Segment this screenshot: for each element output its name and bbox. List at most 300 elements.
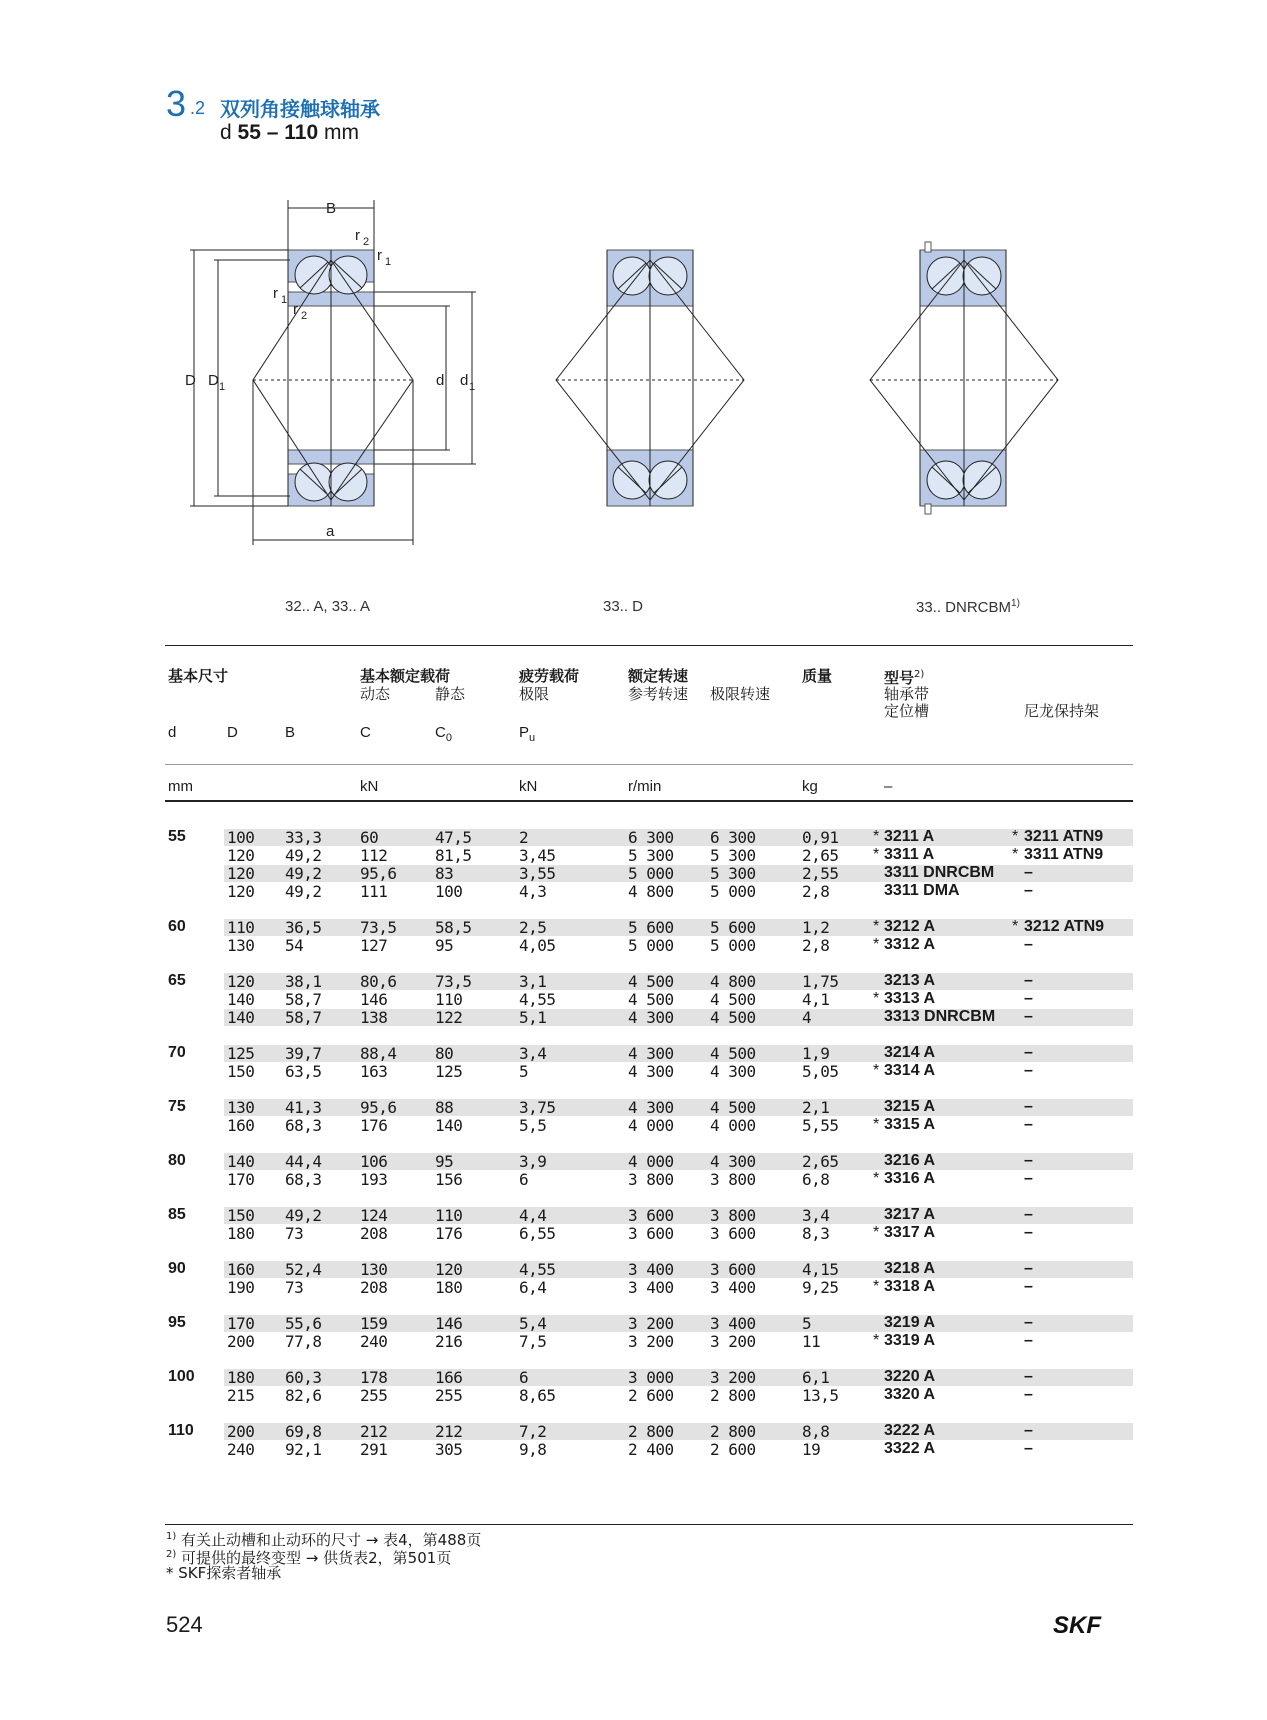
unit-load: kN xyxy=(360,778,379,795)
cell-nyl: – xyxy=(1024,1368,1033,1385)
cell-c0: 305 xyxy=(435,1440,463,1459)
footnote-2: $^{2)}$ 可提供的最终变型 → 供货表2，第501页 xyxy=(166,1549,452,1567)
cell-c0: 156 xyxy=(435,1170,463,1189)
cell-nyl: 3311 ATN9 xyxy=(1024,846,1104,863)
table-row xyxy=(0,1332,1267,1350)
cell-des: 3216 A xyxy=(884,1152,935,1169)
cell-c: 176 xyxy=(360,1116,388,1135)
cell-ref: 6 300 xyxy=(628,828,674,847)
cell-des: 3220 A xyxy=(884,1368,935,1385)
section-subnumber: .2 xyxy=(190,98,206,118)
cell-des: 3211 A xyxy=(884,828,935,845)
cell-star: * xyxy=(873,990,879,1007)
cell-star: * xyxy=(873,1278,879,1295)
cell-des: 3219 A xyxy=(884,1314,935,1331)
table-row xyxy=(0,1152,1267,1170)
cell-lim: 3 600 xyxy=(710,1224,756,1243)
cell-star: * xyxy=(873,1062,879,1079)
bore-range xyxy=(220,121,359,145)
cell-pu: 7,5 xyxy=(519,1332,547,1351)
cell-m: 6,8 xyxy=(802,1170,830,1189)
cell-c0: 110 xyxy=(435,1206,463,1225)
dim-label-d1: d xyxy=(460,372,469,389)
cell-d: 140 xyxy=(227,990,255,1009)
cell-m: 6,1 xyxy=(802,1368,830,1387)
cell-d: 215 xyxy=(227,1386,255,1405)
cell-des: 3316 A xyxy=(884,1170,935,1187)
cell-d: 125 xyxy=(227,1044,255,1063)
cell-des: 3318 A xyxy=(884,1278,935,1295)
cell-des: 3312 A xyxy=(884,936,935,953)
caption-33D: 33.. D xyxy=(603,598,644,615)
cell-des: 3315 A xyxy=(884,1116,935,1133)
cell-b: 49,2 xyxy=(285,1206,322,1225)
table-top-rule xyxy=(165,645,1133,646)
table-row xyxy=(0,1008,1267,1026)
table-header-rule xyxy=(165,800,1133,802)
cell-nyl: – xyxy=(1024,1062,1033,1079)
table-row xyxy=(0,1368,1267,1386)
cell-c0: 88 xyxy=(435,1098,454,1117)
cell-nyl: – xyxy=(1024,1260,1033,1277)
hdr-speed-ratings: 额定转速 xyxy=(628,667,689,685)
cell-c: 212 xyxy=(360,1422,388,1441)
cell-c0: 110 xyxy=(435,990,463,1009)
cell-m: 2,65 xyxy=(802,1152,839,1171)
cell-c: 111 xyxy=(360,882,388,901)
cell-d: 65 xyxy=(168,972,186,989)
cell-c0: 125 xyxy=(435,1062,463,1081)
hdr-limit-speed: 极限转速 xyxy=(710,685,771,703)
cell-b: 52,4 xyxy=(285,1260,322,1279)
cell-des: 3212 A xyxy=(884,918,935,935)
cell-m: 1,9 xyxy=(802,1044,830,1063)
cell-c0: 81,5 xyxy=(435,846,472,865)
cell-ref: 4 300 xyxy=(628,1098,674,1117)
hdr-basic-dims: 基本尺寸 xyxy=(168,667,229,685)
cell-lim: 3 400 xyxy=(710,1314,756,1333)
cell-lim: 4 000 xyxy=(710,1116,756,1135)
cell-d: 160 xyxy=(227,1116,255,1135)
cell-star2: * xyxy=(1012,846,1018,863)
dim-label-r2-top: r xyxy=(355,227,360,244)
cell-c: 88,4 xyxy=(360,1044,397,1063)
cell-lim: 4 500 xyxy=(710,990,756,1009)
cell-nyl: – xyxy=(1024,1422,1033,1439)
table-row xyxy=(0,882,1267,900)
cell-d: 130 xyxy=(227,936,255,955)
cell-ref: 2 600 xyxy=(628,1386,674,1405)
cell-lim: 6 300 xyxy=(710,828,756,847)
cell-des: 3217 A xyxy=(884,1206,935,1223)
cell-lim: 4 300 xyxy=(710,1152,756,1171)
cell-ref: 3 200 xyxy=(628,1332,674,1351)
cell-des: 3317 A xyxy=(884,1224,935,1241)
cell-star: * xyxy=(873,846,879,863)
cell-b: 73 xyxy=(285,1224,304,1243)
cell-ref: 4 300 xyxy=(628,1008,674,1027)
dim-label-d: d xyxy=(436,372,445,389)
cell-d: 85 xyxy=(168,1206,186,1223)
cell-m: 2,55 xyxy=(802,864,839,883)
dim-label-r2-left: r xyxy=(293,301,298,318)
cell-nyl: – xyxy=(1024,1206,1033,1223)
cell-b: 92,1 xyxy=(285,1440,322,1459)
dim-label-r1-top: r xyxy=(377,247,382,264)
cell-d: 55 xyxy=(168,828,186,845)
cell-d: 120 xyxy=(227,882,255,901)
unit-designation: – xyxy=(884,778,893,795)
cell-ref: 3 200 xyxy=(628,1314,674,1333)
cell-ref: 3 800 xyxy=(628,1170,674,1189)
cell-nyl: 3211 ATN9 xyxy=(1024,828,1104,845)
cell-pu: 6 xyxy=(519,1368,529,1387)
cell-c0: 216 xyxy=(435,1332,463,1351)
cell-des: 3319 A xyxy=(884,1332,935,1349)
cell-d: 200 xyxy=(227,1332,255,1351)
cell-m: 8,8 xyxy=(802,1422,830,1441)
cell-lim: 3 200 xyxy=(710,1368,756,1387)
section-number: 3 xyxy=(166,83,187,124)
cell-pu: 2,5 xyxy=(519,918,547,937)
cell-m: 5,05 xyxy=(802,1062,839,1081)
table-row xyxy=(0,1260,1267,1278)
hdr-dynamic: 动态 xyxy=(360,685,391,703)
cell-d: 180 xyxy=(227,1224,255,1243)
dim-sub-1-top: 1 xyxy=(385,256,392,268)
cell-d: 100 xyxy=(227,828,255,847)
cell-lim: 5 300 xyxy=(710,864,756,883)
cell-m: 1,2 xyxy=(802,918,830,937)
cell-b: 49,2 xyxy=(285,864,322,883)
cell-nyl: – xyxy=(1024,1152,1033,1169)
unit-speed: r/min xyxy=(628,778,662,795)
cell-pu: 3,75 xyxy=(519,1098,556,1117)
cell-m: 4,1 xyxy=(802,990,830,1009)
cell-pu: 3,4 xyxy=(519,1044,547,1063)
cell-ref: 5 000 xyxy=(628,864,674,883)
cell-des: 3218 A xyxy=(884,1260,935,1277)
cell-des: 3311 A xyxy=(884,846,935,863)
hdr-snap-ring-2: 定位槽 xyxy=(884,702,930,720)
cell-pu: 6,4 xyxy=(519,1278,547,1297)
cell-b: 73 xyxy=(285,1278,304,1297)
table-row xyxy=(0,1044,1267,1062)
cell-pu: 3,1 xyxy=(519,972,547,991)
cell-c: 208 xyxy=(360,1278,388,1297)
cell-d: 120 xyxy=(227,972,255,991)
cell-des: 3215 A xyxy=(884,1098,935,1115)
cell-d: 180 xyxy=(227,1368,255,1387)
cell-m: 4,15 xyxy=(802,1260,839,1279)
cell-d: 70 xyxy=(168,1044,186,1061)
cell-c: 127 xyxy=(360,936,388,955)
cell-star: * xyxy=(873,1224,879,1241)
cell-c0: 140 xyxy=(435,1116,463,1135)
cell-d: 160 xyxy=(227,1260,255,1279)
cell-ref: 5 300 xyxy=(628,846,674,865)
cell-c0: 166 xyxy=(435,1368,463,1387)
cell-m: 2,1 xyxy=(802,1098,830,1117)
table-row xyxy=(0,1278,1267,1296)
cell-d: 150 xyxy=(227,1206,255,1225)
cell-pu: 5,5 xyxy=(519,1116,547,1135)
cell-pu: 5,1 xyxy=(519,1008,547,1027)
table-row xyxy=(0,918,1267,936)
cell-ref: 4 300 xyxy=(628,1044,674,1063)
cell-ref: 5 600 xyxy=(628,918,674,937)
cell-d: 75 xyxy=(168,1098,186,1115)
cell-nyl: – xyxy=(1024,1440,1033,1457)
dim-label-D1: D xyxy=(208,372,219,389)
cell-c0: 58,5 xyxy=(435,918,472,937)
cell-nyl: – xyxy=(1024,1278,1033,1295)
cell-c: 255 xyxy=(360,1386,388,1405)
table-row xyxy=(0,1224,1267,1242)
dim-sub-2-left: 2 xyxy=(301,310,308,322)
table-row xyxy=(0,972,1267,990)
cell-c: 159 xyxy=(360,1314,388,1333)
cell-nyl: – xyxy=(1024,1170,1033,1187)
cell-star: * xyxy=(873,828,879,845)
hdr-mass: 质量 xyxy=(802,667,833,685)
cell-m: 13,5 xyxy=(802,1386,839,1405)
cell-m: 2,8 xyxy=(802,936,830,955)
cell-d: 170 xyxy=(227,1170,255,1189)
cell-pu: 4,55 xyxy=(519,1260,556,1279)
unit-mass: kg xyxy=(802,778,818,795)
cell-lim: 4 500 xyxy=(710,1044,756,1063)
cell-star: * xyxy=(873,1116,879,1133)
cell-c0: 120 xyxy=(435,1260,463,1279)
cell-lim: 2 800 xyxy=(710,1422,756,1441)
cell-c: 124 xyxy=(360,1206,388,1225)
cell-c: 95,6 xyxy=(360,864,397,883)
cell-des: 3214 A xyxy=(884,1044,935,1061)
cell-ref: 3 400 xyxy=(628,1260,674,1279)
cell-c0: 146 xyxy=(435,1314,463,1333)
cell-d: 95 xyxy=(168,1314,186,1331)
cell-pu: 3,55 xyxy=(519,864,556,883)
sym-d: d xyxy=(168,724,177,741)
cell-des: 3313 DNRCBM xyxy=(884,1008,996,1025)
cell-d: 120 xyxy=(227,846,255,865)
range-prefix: d xyxy=(220,121,232,144)
cell-c0: 95 xyxy=(435,1152,454,1171)
cell-lim: 4 300 xyxy=(710,1062,756,1081)
cell-lim: 5 000 xyxy=(710,936,756,955)
cell-b: 68,3 xyxy=(285,1170,322,1189)
table-bottom-rule xyxy=(165,1524,1133,1525)
cell-c0: 95 xyxy=(435,936,454,955)
cell-b: 36,5 xyxy=(285,918,322,937)
cell-c0: 83 xyxy=(435,864,454,883)
cell-d: 110 xyxy=(168,1422,194,1439)
cell-lim: 2 800 xyxy=(710,1386,756,1405)
cell-d: 190 xyxy=(227,1278,255,1297)
cell-b: 68,3 xyxy=(285,1116,322,1135)
cell-c: 73,5 xyxy=(360,918,397,937)
cell-c0: 47,5 xyxy=(435,828,472,847)
cell-lim: 3 200 xyxy=(710,1332,756,1351)
cell-c: 138 xyxy=(360,1008,388,1027)
hdr-load-ratings: 基本额定载荷 xyxy=(360,667,451,685)
cell-m: 4 xyxy=(802,1008,812,1027)
cell-c: 291 xyxy=(360,1440,388,1459)
cell-m: 9,25 xyxy=(802,1278,839,1297)
bearing-drawings xyxy=(0,190,1267,550)
cell-b: 33,3 xyxy=(285,828,322,847)
caption-33DNRCBM: 33.. DNRCBM$^{1)}$ xyxy=(916,598,1020,616)
dim-sub-D1: 1 xyxy=(219,381,226,393)
svg-text:SKF: SKF xyxy=(1053,1613,1101,1637)
cell-b: 41,3 xyxy=(285,1098,322,1117)
table-row xyxy=(0,1116,1267,1134)
cell-b: 38,1 xyxy=(285,972,322,991)
cell-c0: 80 xyxy=(435,1044,454,1063)
cell-nyl: – xyxy=(1024,882,1033,899)
cell-c0: 255 xyxy=(435,1386,463,1405)
table-row xyxy=(0,1206,1267,1224)
hdr-nylon-cage: 尼龙保持架 xyxy=(1024,702,1100,720)
table-row xyxy=(0,1440,1267,1458)
cell-m: 3,4 xyxy=(802,1206,830,1225)
range-value: 55 – 110 xyxy=(237,121,319,144)
cell-b: 58,7 xyxy=(285,1008,322,1027)
cell-b: 77,8 xyxy=(285,1332,322,1351)
table-row xyxy=(0,828,1267,846)
cell-lim: 3 800 xyxy=(710,1206,756,1225)
cell-m: 19 xyxy=(802,1440,821,1459)
cell-lim: 3 600 xyxy=(710,1260,756,1279)
cell-c: 95,6 xyxy=(360,1098,397,1117)
cell-c: 60 xyxy=(360,828,379,847)
units-rule xyxy=(165,764,1133,765)
cell-nyl: – xyxy=(1024,1116,1033,1133)
dim-sub-2-top: 2 xyxy=(363,236,370,248)
sym-C0: $C_0$ xyxy=(435,724,452,744)
cell-d: 140 xyxy=(227,1008,255,1027)
hdr-limit: 极限 xyxy=(519,685,550,703)
cell-nyl: 3212 ATN9 xyxy=(1024,918,1105,935)
cell-pu: 4,4 xyxy=(519,1206,547,1225)
cell-c: 80,6 xyxy=(360,972,397,991)
footnote-1: $^{1)}$ 有关止动槽和止动环的尺寸 → 表4，第488页 xyxy=(166,1531,482,1549)
cell-star2: * xyxy=(1012,828,1018,845)
cell-m: 11 xyxy=(802,1332,821,1351)
cell-c: 130 xyxy=(360,1260,388,1279)
hdr-designation: 型号$^{2)}$ xyxy=(884,669,925,687)
cell-m: 5,55 xyxy=(802,1116,839,1135)
unit-fatigue: kN xyxy=(519,778,538,795)
cell-d: 120 xyxy=(227,864,255,883)
range-unit: mm xyxy=(323,121,359,144)
cell-nyl: – xyxy=(1024,1008,1033,1025)
cell-b: 69,8 xyxy=(285,1422,322,1441)
cell-lim: 2 600 xyxy=(710,1440,756,1459)
cell-d: 200 xyxy=(227,1422,255,1441)
cell-nyl: – xyxy=(1024,936,1033,953)
sym-Pu: $P_u$ xyxy=(519,724,536,744)
dim-label-D: D xyxy=(185,372,196,389)
cell-lim: 3 400 xyxy=(710,1278,756,1297)
cell-lim: 5 000 xyxy=(710,882,756,901)
table-row xyxy=(0,1170,1267,1188)
bearing-drawing-33D xyxy=(556,250,744,506)
cell-b: 44,4 xyxy=(285,1152,322,1171)
cell-c: 146 xyxy=(360,990,388,1009)
cell-ref: 4 000 xyxy=(628,1116,674,1135)
cell-b: 63,5 xyxy=(285,1062,322,1081)
cell-c0: 212 xyxy=(435,1422,463,1441)
cell-ref: 4 500 xyxy=(628,990,674,1009)
dim-sub-d1: 1 xyxy=(469,381,476,393)
cell-nyl: – xyxy=(1024,1386,1033,1403)
cell-nyl: – xyxy=(1024,990,1033,1007)
cell-d: 130 xyxy=(227,1098,255,1117)
cell-c0: 180 xyxy=(435,1278,463,1297)
cell-star: * xyxy=(873,1170,879,1187)
cell-c: 193 xyxy=(360,1170,388,1189)
cell-d: 60 xyxy=(168,918,186,935)
cell-c: 240 xyxy=(360,1332,388,1351)
sym-D: D xyxy=(227,724,238,741)
cell-des: 3313 A xyxy=(884,990,935,1007)
table-row xyxy=(0,1098,1267,1116)
cell-nyl: – xyxy=(1024,972,1033,989)
cell-lim: 5 300 xyxy=(710,846,756,865)
cell-des: 3322 A xyxy=(884,1440,935,1457)
cell-d: 170 xyxy=(227,1314,255,1333)
cell-d: 150 xyxy=(227,1062,255,1081)
cell-star: * xyxy=(873,936,879,953)
cell-pu: 4,05 xyxy=(519,936,556,955)
cell-c0: 100 xyxy=(435,882,463,901)
cell-star: * xyxy=(873,1332,879,1349)
cell-ref: 3 000 xyxy=(628,1368,674,1387)
page-number: 524 xyxy=(166,1612,203,1637)
cell-pu: 6,55 xyxy=(519,1224,556,1243)
dim-label-r1-left: r xyxy=(273,285,278,302)
cell-nyl: – xyxy=(1024,1332,1033,1349)
cell-pu: 3,9 xyxy=(519,1152,547,1171)
cell-des: 3320 A xyxy=(884,1386,935,1403)
cell-b: 55,6 xyxy=(285,1314,322,1333)
cell-m: 1,75 xyxy=(802,972,839,991)
cell-des: 3314 A xyxy=(884,1062,935,1079)
bearing-drawing-32A xyxy=(190,200,476,545)
sym-B: B xyxy=(285,724,296,741)
cell-ref: 3 600 xyxy=(628,1224,674,1243)
table-row xyxy=(0,1422,1267,1440)
cell-pu: 2 xyxy=(519,828,529,847)
table-row xyxy=(0,1062,1267,1080)
cell-ref: 4 800 xyxy=(628,882,674,901)
cell-des: 3311 DMA xyxy=(884,882,960,899)
cell-lim: 4 800 xyxy=(710,972,756,991)
hdr-fatigue: 疲劳载荷 xyxy=(519,667,580,685)
cell-pu: 6 xyxy=(519,1170,529,1189)
cell-c0: 122 xyxy=(435,1008,463,1027)
cell-ref: 2 800 xyxy=(628,1422,674,1441)
cell-des: 3222 A xyxy=(884,1422,935,1439)
cell-nyl: – xyxy=(1024,864,1033,881)
cell-ref: 4 000 xyxy=(628,1152,674,1171)
cell-c: 112 xyxy=(360,846,388,865)
cell-ref: 4 300 xyxy=(628,1062,674,1081)
bearing-drawing-33DNRCBM xyxy=(870,242,1058,514)
cell-d: 110 xyxy=(227,918,255,937)
